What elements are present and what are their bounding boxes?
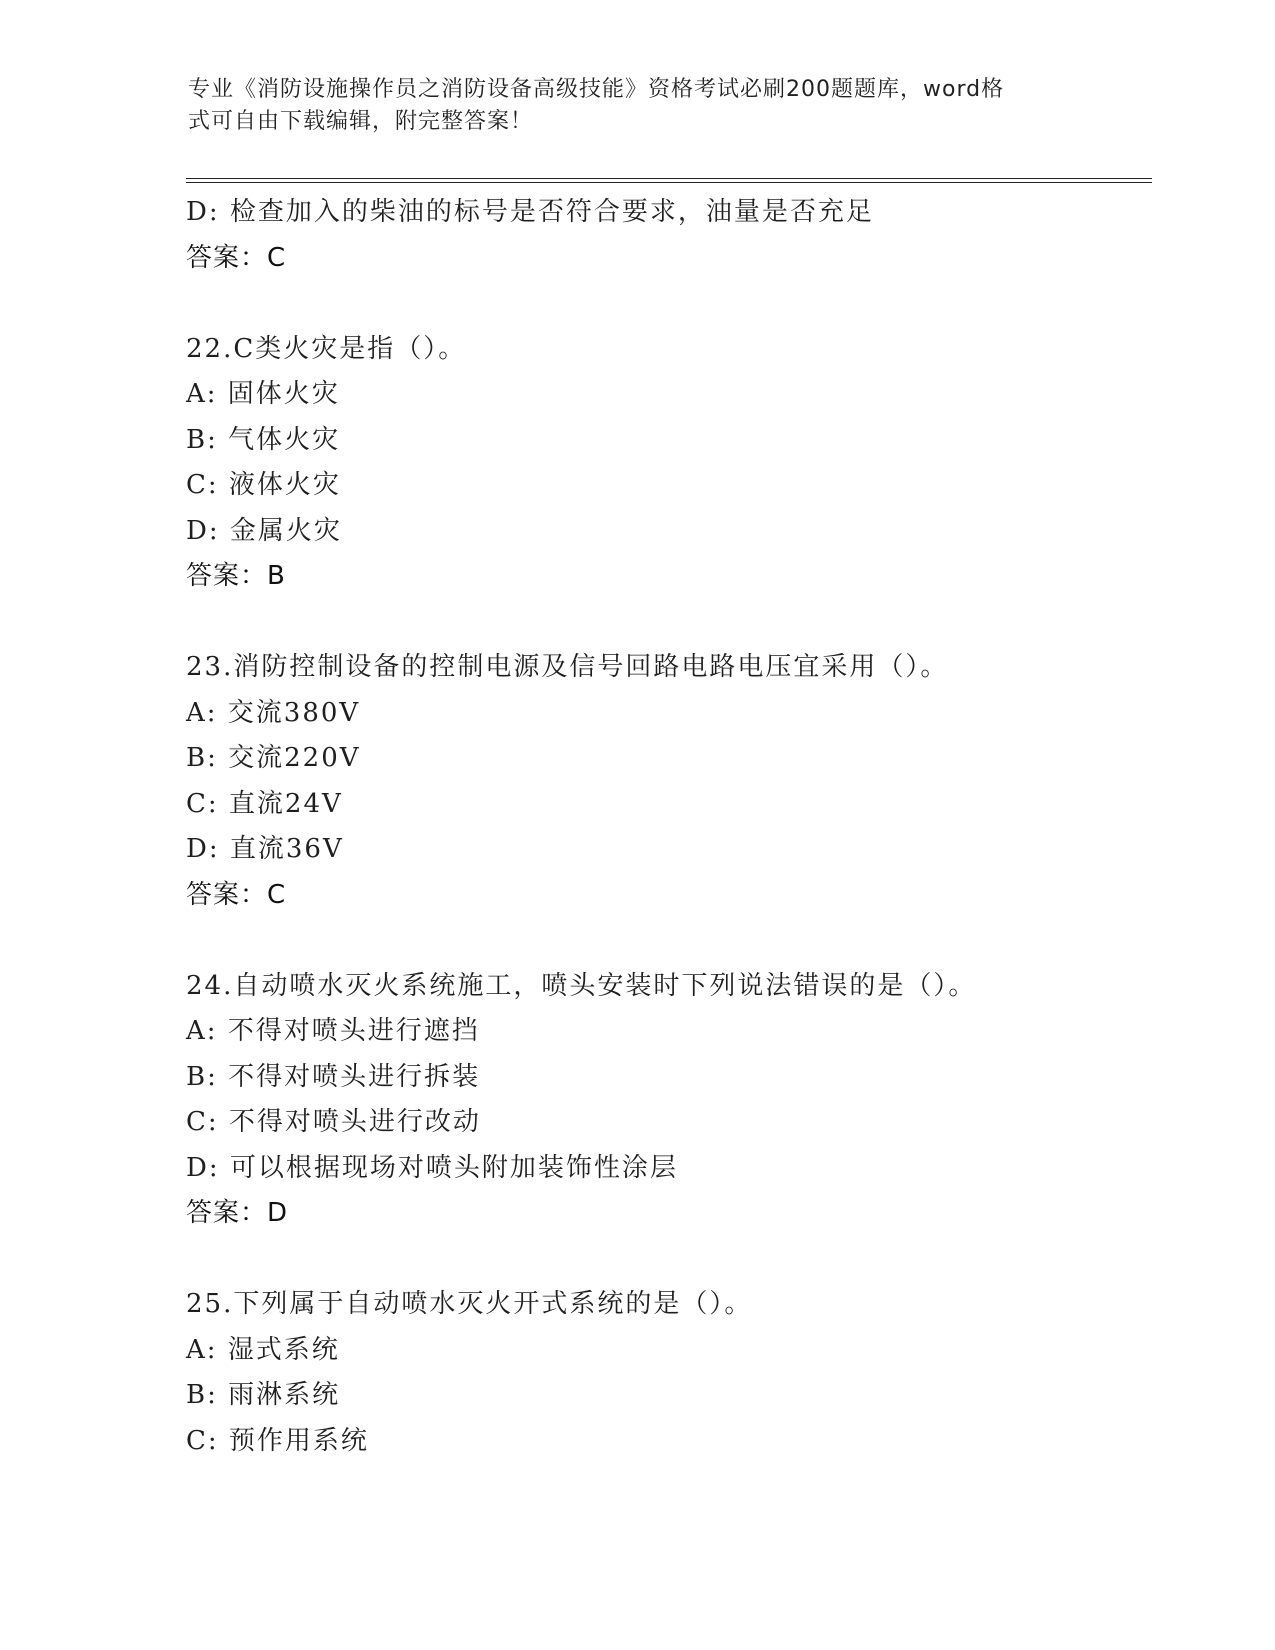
question-24-stem: 24.自动喷水灭火系统施工，喷头安装时下列说法错误的是（）。 xyxy=(186,970,977,1001)
spacer xyxy=(186,1237,1146,1283)
question-25-option-c: C: 预作用系统 xyxy=(186,1425,369,1456)
question-25-option-a: A: 湿式系统 xyxy=(186,1334,340,1365)
header-line-2: 式可自由下载编辑，附完整答案！ xyxy=(188,109,534,134)
question-22-option-d: D: 金属火灾 xyxy=(186,515,342,546)
question-25-stem: 25.下列属于自动喷水灭火开式系统的是（）。 xyxy=(186,1289,753,1319)
question-23-option-a: A: 交流380V xyxy=(186,697,361,728)
question-24-option-b: B: 不得对喷头进行拆装 xyxy=(186,1061,481,1092)
question-23-option-b: B: 交流220V xyxy=(186,743,361,773)
question-23-option-c: C: 直流24V xyxy=(186,788,343,819)
question-22-option-c: C: 液体火灾 xyxy=(186,470,341,500)
question-22-answer: 答案：B xyxy=(186,561,286,591)
question-23-answer: 答案：C xyxy=(186,879,287,910)
document-header xyxy=(188,74,1068,138)
prev-option-d: D: 检查加入的柴油的标号是否符合要求，油量是否充足 xyxy=(186,197,874,227)
question-24-option-c: C: 不得对喷头进行改动 xyxy=(186,1107,481,1137)
question-22-option-b: B: 气体火灾 xyxy=(186,424,341,455)
question-23-option-d: D: 直流36V xyxy=(186,834,344,864)
question-24-option-d: D: 可以根据现场对喷头附加装饰性涂层 xyxy=(186,1152,678,1183)
prev-answer: 答案：C xyxy=(186,242,287,273)
question-24-option-a: A: 不得对喷头进行遮挡 xyxy=(186,1016,480,1046)
spacer xyxy=(186,281,1146,327)
header-line-1: 专业《消防设施操作员之消防设备高级技能》资格考试必刷200题题库，word格 xyxy=(188,77,1005,102)
question-22-stem: 22.C类火灾是指（）。 xyxy=(186,333,467,364)
header-divider-bottom xyxy=(186,182,1152,183)
question-25-option-b: B: 雨淋系统 xyxy=(186,1380,341,1410)
question-22-option-a: A: 固体火灾 xyxy=(186,379,340,409)
question-content xyxy=(186,190,1146,1464)
spacer xyxy=(186,600,1146,646)
header-divider-top xyxy=(186,178,1152,179)
question-23-stem: 23.消防控制设备的控制电源及信号回路电路电压宜采用（）。 xyxy=(186,652,949,682)
spacer xyxy=(186,918,1146,964)
question-24-answer: 答案：D xyxy=(186,1198,289,1228)
